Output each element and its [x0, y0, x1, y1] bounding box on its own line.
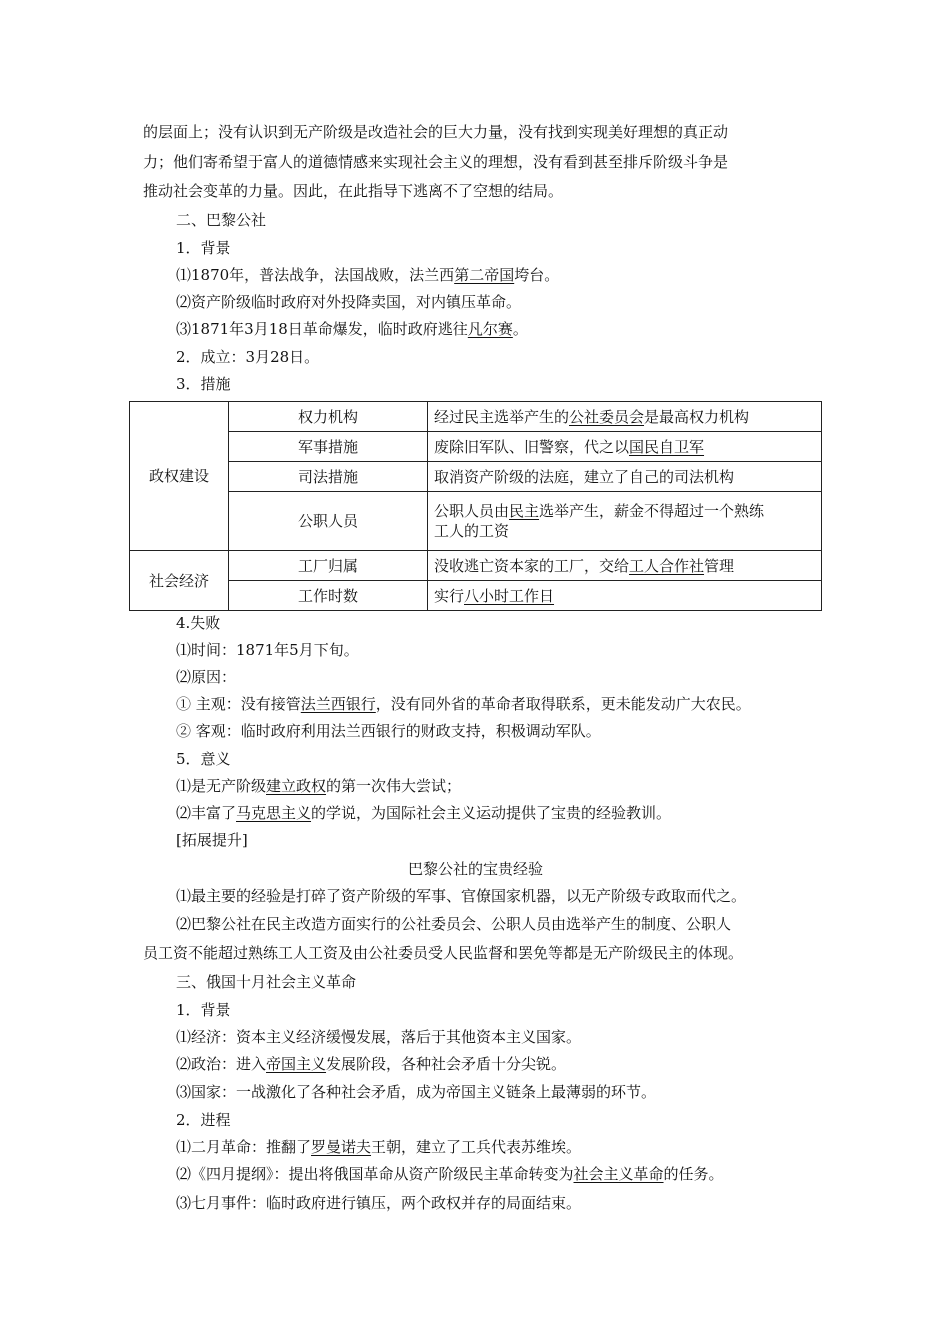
- section-heading-paris-commune: 二、巴黎公社: [176, 211, 267, 229]
- underlined-term: 社会主义革命: [573, 1165, 664, 1183]
- table-row: [130, 402, 822, 432]
- underlined-term: 民主: [509, 502, 540, 520]
- intro-line-2: 力；他们寄希望于富人的道德情感来实现社会主义的理想，没有看到甚至排斥阶级斗争是: [143, 153, 729, 171]
- table-row: [130, 462, 822, 492]
- founded-line: 2．成立：3月28日。: [176, 348, 320, 366]
- table-row: [130, 581, 822, 611]
- underlined-term: 八小时工作日: [464, 586, 555, 605]
- underlined-term: 罗曼诺夫: [311, 1138, 372, 1156]
- intro-line-1: 的层面上；没有认识到无产阶级是改造社会的巨大力量，没有找到实现美好理想的真正动: [143, 123, 729, 141]
- underlined-term: 国民自卫军: [629, 437, 705, 456]
- underlined-term: 工人合作社: [629, 556, 705, 575]
- category-political: 政权建设: [130, 402, 229, 551]
- desc-cell: 经过民主选举产生的公社委员会是最高权力机构: [428, 402, 822, 432]
- item-cell: 军事措施: [229, 432, 428, 462]
- background-item-3: ⑶1871年3月18日革命爆发，临时政府逃往凡尔赛。: [176, 320, 528, 338]
- table-row: [130, 551, 822, 581]
- extension-tag: [拓展提升]: [176, 831, 248, 849]
- underlined-term: 第二帝国: [454, 266, 515, 284]
- background-item-1: ⑴1870年，普法战争，法国战败，法兰西第二帝国垮台。: [176, 266, 560, 284]
- intro-line-3: 推动社会变革的力量。因此，在此指导下逃离不了空想的结局。: [143, 182, 564, 200]
- measures-table: [129, 401, 822, 611]
- item-cell: 工作时数: [229, 581, 428, 611]
- process-item-3: ⑶七月事件：临时政府进行镇压，两个政权并存的局面结束。: [176, 1194, 582, 1212]
- underlined-term: 建立政权: [266, 777, 327, 795]
- section-heading-october-revolution: 三、俄国十月社会主义革命: [176, 973, 357, 991]
- process-title: 2．进程: [176, 1111, 231, 1129]
- background-item-1: ⑴经济：资本主义经济缓慢发展，落后于其他资本主义国家。: [176, 1028, 582, 1046]
- background-title: 1．背景: [176, 1001, 231, 1019]
- underlined-term: 马克思主义: [236, 804, 312, 822]
- significance-2: ⑵丰富了马克思主义的学说，为国际社会主义运动提供了宝贵的经验教训。: [176, 804, 672, 822]
- underlined-term: 公社委员会: [569, 407, 645, 426]
- underlined-term: 凡尔赛: [467, 320, 513, 338]
- extension-title: 巴黎公社的宝贵经验: [407, 860, 543, 878]
- significance-1: ⑴是无产阶级建立政权的第一次伟大尝试；: [176, 777, 462, 795]
- extension-1: ⑴最主要的经验是打碎了资产阶级的军事、官僚国家机器，以无产阶级专政取而代之。: [176, 887, 747, 905]
- desc-cell: 取消资产阶级的法庭，建立了自己的司法机构: [428, 462, 822, 492]
- table-row: [130, 432, 822, 462]
- item-cell: 司法措施: [229, 462, 428, 492]
- underlined-term: 帝国主义: [266, 1055, 327, 1073]
- underlined-term: 法兰西银行: [300, 695, 376, 713]
- extension-2-line-2: 员工资不能超过熟练工人工资及由公社委员受人民监督和罢免等都是无产阶级民主的体现。: [143, 944, 744, 962]
- extension-2-line-1: ⑵巴黎公社在民主改造方面实行的公社委员会、公职人员由选举产生的制度、公职人: [176, 915, 732, 933]
- desc-cell: 实行八小时工作日: [428, 581, 822, 611]
- desc-cell: 公职人员由民主选举产生，薪金不得超过一个熟练 工人的工资: [428, 492, 822, 551]
- category-economy: 社会经济: [130, 551, 229, 611]
- background-item-2: ⑵政治：进入帝国主义发展阶段，各种社会矛盾十分尖锐。: [176, 1055, 567, 1073]
- process-item-2: ⑵《四月提纲》：提出将俄国革命从资产阶级民主革命转变为社会主义革命的任务。: [176, 1165, 724, 1183]
- item-cell: 权力机构: [229, 402, 428, 432]
- process-item-1: ⑴二月革命：推翻了罗曼诺夫王朝，建立了工兵代表苏维埃。: [176, 1138, 582, 1156]
- failure-reason: ⑵原因：: [176, 668, 237, 686]
- item-cell: 工厂归属: [229, 551, 428, 581]
- background-item-2: ⑵资产阶级临时政府对外投降卖国，对内镇压革命。: [176, 293, 522, 311]
- desc-cell: 废除旧军队、旧警察，代之以国民自卫军: [428, 432, 822, 462]
- failure-time: ⑴时间：1871年5月下旬。: [176, 641, 359, 659]
- failure-title: 4.失败: [176, 614, 221, 632]
- background-item-3: ⑶国家：一战激化了各种社会矛盾，成为帝国主义链条上最薄弱的环节。: [176, 1083, 657, 1101]
- desc-cell: 没收逃亡资本家的工厂，交给工人合作社管理: [428, 551, 822, 581]
- table-row: [130, 492, 822, 551]
- significance-title: 5．意义: [176, 750, 231, 768]
- measures-title: 3．措施: [176, 375, 231, 393]
- background-title: 1．背景: [176, 239, 231, 257]
- item-cell: 公职人员: [229, 492, 428, 551]
- failure-objective: ② 客观：临时政府利用法兰西银行的财政支持，积极调动军队。: [176, 722, 601, 740]
- failure-subjective: ① 主观：没有接管法兰西银行，没有同外省的革命者取得联系，更未能发动广大农民。: [176, 695, 751, 713]
